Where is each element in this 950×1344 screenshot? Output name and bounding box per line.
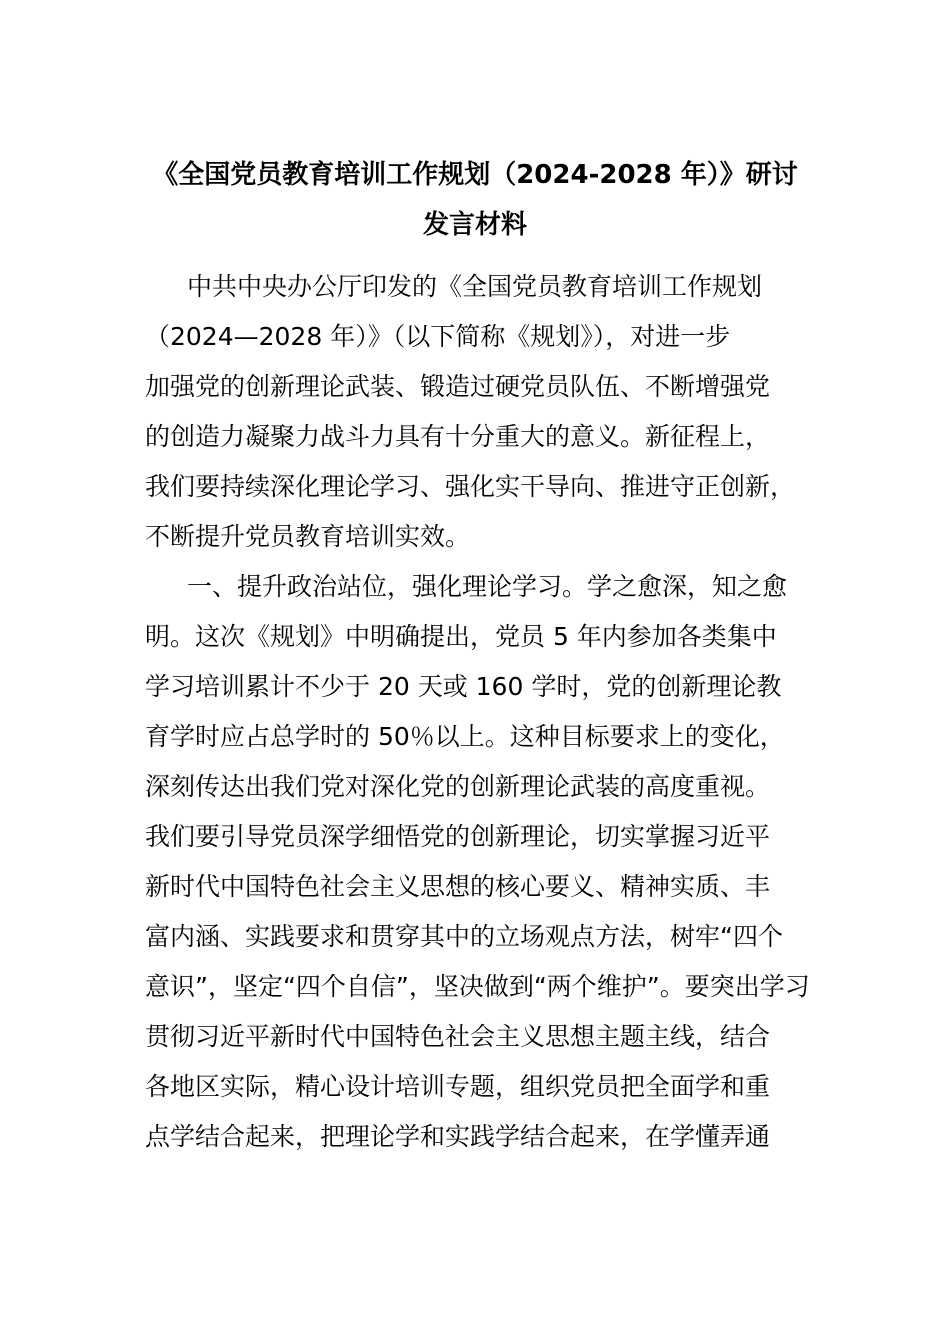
paragraph-2-line-11: 各地区实际，精心设计培训专题，组织党员把全面学和重 <box>145 1072 771 1101</box>
paragraph-2-line-2: 明。这次《规划》中明确提出，党员 5 年内参加各类集中 <box>145 622 777 651</box>
paragraph-2-line-9: 意识”，坚定“四个自信”，坚决做到“两个维护”。要突出学习 <box>145 972 810 1001</box>
paragraph-1-line-6: 不断提升党员教育培训实效。 <box>145 522 471 551</box>
paragraph-2-line-4: 育学时应占总学时的 50％以上。这种目标要求上的变化， <box>145 722 785 751</box>
paragraph-1-line-5: 我们要持续深化理论学习、强化实干导向、推进守正创新， <box>145 472 796 501</box>
paragraph-2-line-5: 深刻传达出我们党对深化党的创新理论武装的高度重视。 <box>145 772 771 801</box>
paragraph-2-line-1: 一、提升政治站位，强化理论学习。学之愈深，知之愈 <box>187 572 788 601</box>
paragraph-1-line-4: 的创造力凝聚力战斗力具有十分重大的意义。新征程上， <box>145 422 771 451</box>
paragraph-1-line-2: （2024—2028 年）》（以下简称《规划》），对进一步 <box>145 322 731 351</box>
paragraph-2-line-6: 我们要引导党员深学细悟党的创新理论，切实掌握习近平 <box>145 822 771 851</box>
document-title-line-1: 《全国党员教育培训工作规划（2024-2028 年）》研讨 <box>152 160 798 190</box>
paragraph-1-line-3: 加强党的创新理论武装、锻造过硬党员队伍、不断增强党 <box>145 372 771 401</box>
document-title-line-2: 发言材料 <box>422 210 527 240</box>
paragraph-2-line-8: 富内涵、实践要求和贯穿其中的立场观点方法，树牢“四个 <box>145 922 783 951</box>
paragraph-2-line-3: 学习培训累计不少于 20 天或 160 学时，党的创新理论教 <box>145 672 782 701</box>
paragraph-2-line-12: 点学结合起来，把理论学和实践学结合起来，在学懂弄通 <box>145 1122 771 1151</box>
paragraph-2-line-10: 贯彻习近平新时代中国特色社会主义思想主题主线，结合 <box>145 1022 771 1051</box>
paragraph-1-line-1: 中共中央办公厅印发的《全国党员教育培训工作规划 <box>187 272 763 301</box>
paragraph-2-line-7: 新时代中国特色社会主义思想的核心要义、精神实质、丰 <box>145 872 771 901</box>
